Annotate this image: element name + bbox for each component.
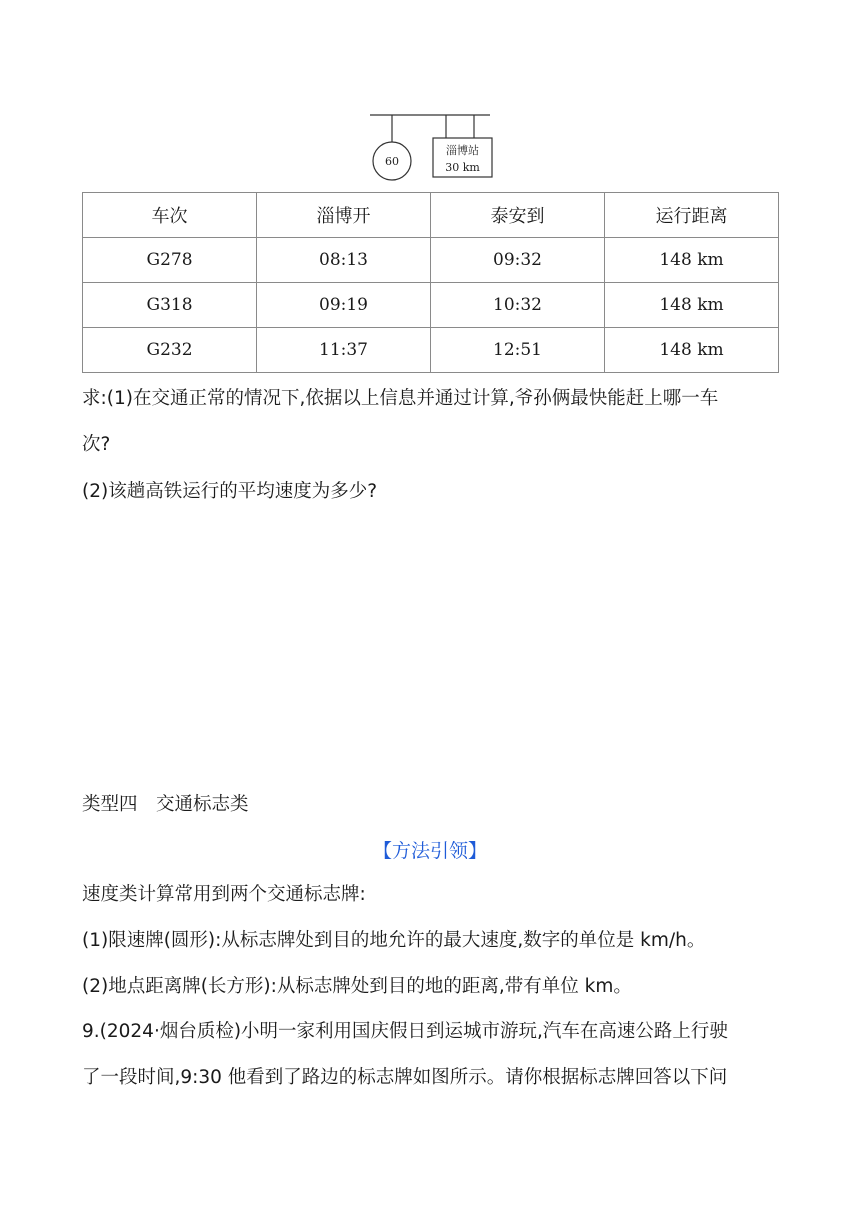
section-intro: 速度类计算常用到两个交通标志牌: [82, 884, 366, 905]
table-cell: 09:32 [431, 238, 605, 283]
table-row [83, 238, 779, 283]
header-taian-arrive: 泰安到 [431, 193, 605, 238]
header-zibo-depart: 淄博开 [257, 193, 431, 238]
traffic-sign-illustration [366, 110, 496, 186]
item-speed-limit-sign: (1)限速牌(圆形):从标志牌处到目的地允许的最大速度,数字的单位是 km/h。 [82, 930, 706, 951]
table-cell: 148 km [605, 283, 779, 328]
table-cell: 09:19 [257, 283, 431, 328]
table-header-row [83, 193, 779, 238]
table-cell: 148 km [605, 238, 779, 283]
speed-limit-value: 60 [385, 155, 399, 168]
question-1-line-2: 次? [82, 434, 111, 455]
question-2: (2)该趟高铁运行的平均速度为多少? [82, 481, 378, 502]
table-cell: 148 km [605, 328, 779, 373]
header-train-number: 车次 [83, 193, 257, 238]
train-timetable [82, 192, 779, 373]
item-distance-sign: (2)地点距离牌(长方形):从标志牌处到目的地的距离,带有单位 km。 [82, 976, 632, 997]
station-sign-distance: 30 km [445, 161, 480, 174]
problem-9-line-1: 9.(2024·烟台质检)小明一家利用国庆假日到运城市游玩,汽车在高速公路上行驶 [82, 1021, 728, 1042]
table-row [83, 328, 779, 373]
table-cell: 12:51 [431, 328, 605, 373]
table-cell: G318 [83, 283, 257, 328]
table-cell: G232 [83, 328, 257, 373]
table-cell: 08:13 [257, 238, 431, 283]
traffic-sign-figure [366, 110, 496, 186]
method-heading: 【方法引领】 [372, 840, 487, 862]
table-cell: 11:37 [257, 328, 431, 373]
section-title: 类型四 交通标志类 [82, 794, 249, 815]
table-row [83, 283, 779, 328]
header-distance: 运行距离 [605, 193, 779, 238]
question-1-line-1: 求:(1)在交通正常的情况下,依据以上信息并通过计算,爷孙俩最快能赶上哪一车 [82, 388, 719, 409]
table-cell: G278 [83, 238, 257, 283]
problem-9-line-2: 了一段时间,9:30 他看到了路边的标志牌如图所示。请你根据标志牌回答以下问 [82, 1067, 728, 1088]
table-cell: 10:32 [431, 283, 605, 328]
station-sign-name: 淄博站 [446, 144, 479, 157]
